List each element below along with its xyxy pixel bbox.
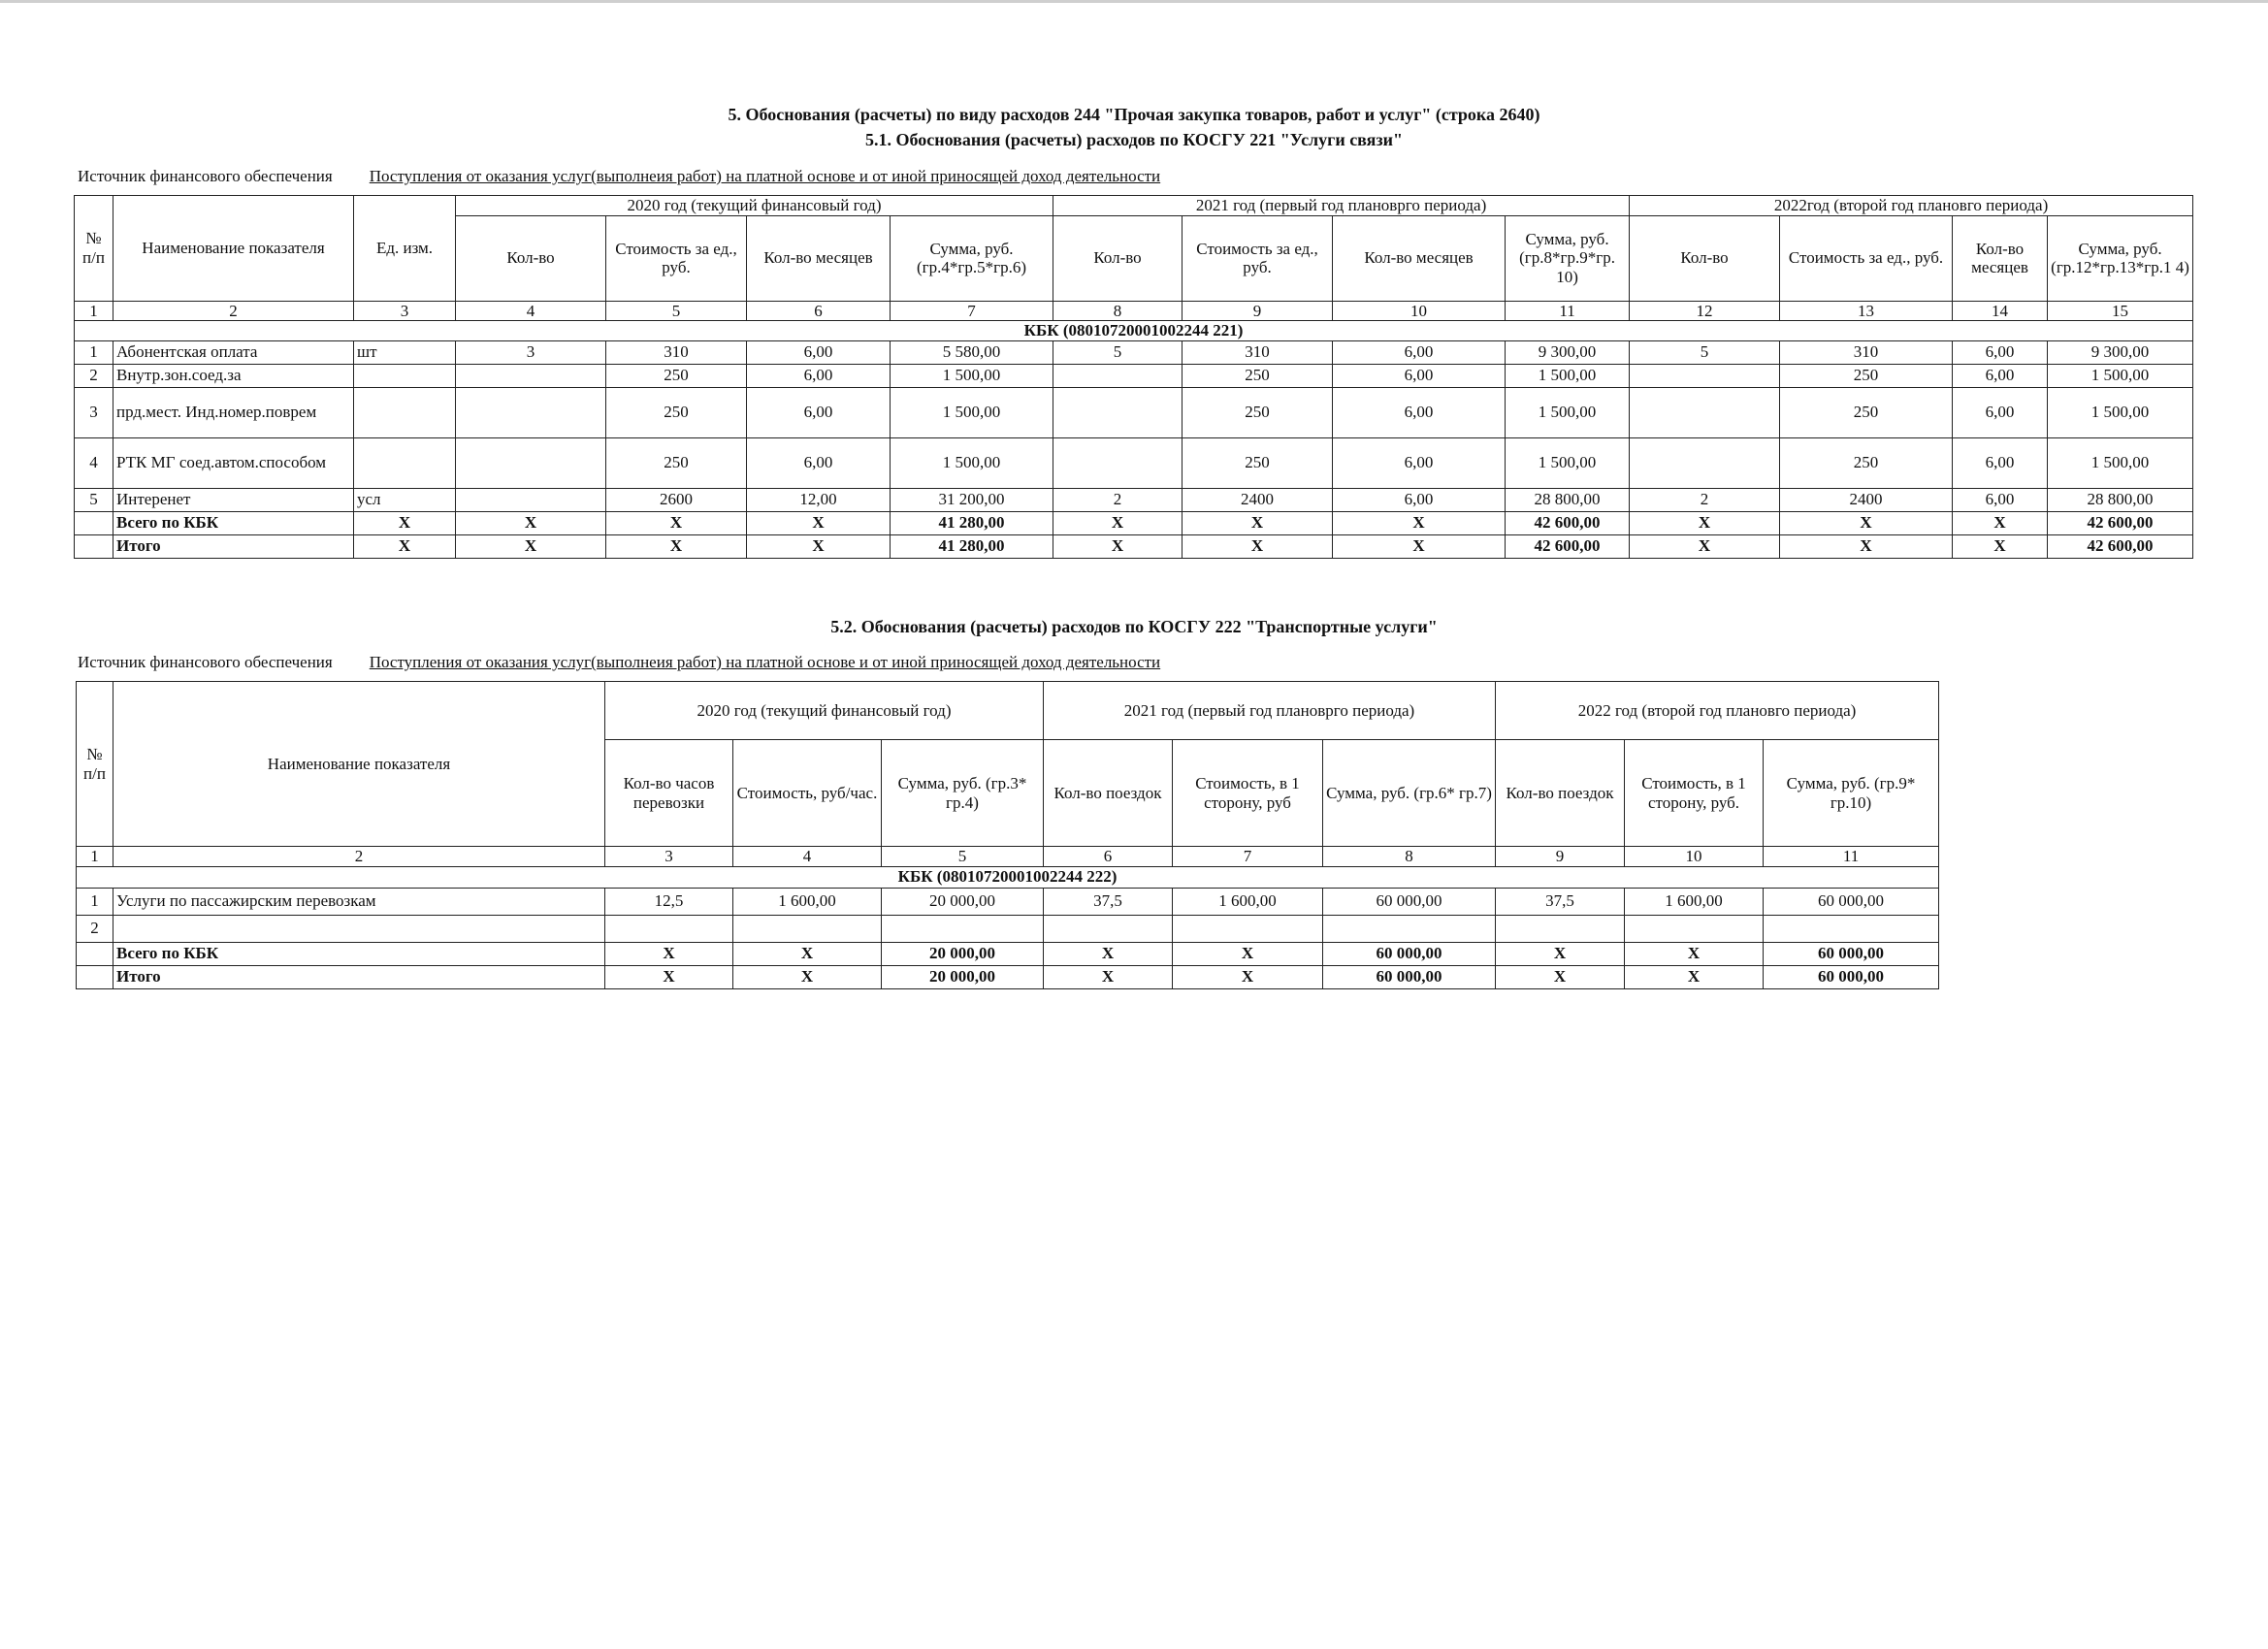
table-cell [354, 387, 456, 437]
period-header-2021: 2021 год (первый год плановрго периода) [1044, 682, 1496, 740]
table-cell: 6,00 [747, 437, 891, 488]
table-cell: 1 500,00 [1506, 364, 1630, 387]
period-header-2021: 2021 год (первый год плановрго периода) [1053, 196, 1630, 216]
row-name: Интеренет [113, 488, 354, 511]
total-label: Итого [113, 965, 605, 988]
total-cell: X [1183, 511, 1333, 534]
table-cell: 5 [75, 488, 113, 511]
total-cell: 42 600,00 [1506, 534, 1630, 558]
total-cell: X [1953, 534, 2048, 558]
col-number: 6 [747, 301, 891, 321]
table-cell: 1 600,00 [1173, 888, 1323, 915]
table-cell [605, 915, 733, 942]
table-cell: 250 [1780, 364, 1953, 387]
col-number: 11 [1506, 301, 1630, 321]
period-header-2020: 2020 год (текущий финансовый год) [456, 196, 1053, 216]
table-cell [1044, 915, 1173, 942]
table-cell: 9 300,00 [1506, 340, 1630, 364]
table-cell: 4 [75, 437, 113, 488]
total-cell: X [747, 511, 891, 534]
col-number: 7 [1173, 847, 1323, 867]
table-cell: 1 500,00 [891, 437, 1053, 488]
col-header: Стоимость, руб/час. [733, 740, 882, 847]
total-cell: X [456, 534, 606, 558]
col-number: 1 [77, 847, 113, 867]
col-number: 8 [1323, 847, 1496, 867]
total-cell: 60 000,00 [1323, 965, 1496, 988]
col-number: 4 [456, 301, 606, 321]
col-header: Стоимость за ед., руб. [606, 215, 747, 301]
table-cell: 28 800,00 [2048, 488, 2193, 511]
kbk-row [75, 321, 2193, 341]
col-header: Кол-во поездок [1044, 740, 1173, 847]
table-cell: 1 [77, 888, 113, 915]
col-number: 2 [113, 847, 605, 867]
col-header: Сумма, руб. (гр.9* гр.10) [1764, 740, 1939, 847]
total-label: Всего по КБК [113, 511, 354, 534]
table-cell: 6,00 [1953, 488, 2048, 511]
table-cell: 2600 [606, 488, 747, 511]
col-number: 2 [113, 301, 354, 321]
table-cell [1630, 387, 1780, 437]
header-row-numbers [75, 301, 2193, 321]
total-cell: X [1053, 511, 1183, 534]
col-header: Стоимость, в 1 сторону, руб [1173, 740, 1323, 847]
col-header: Кол-во [1053, 215, 1183, 301]
table-cell: 60 000,00 [1764, 888, 1939, 915]
total-cell: X [1173, 965, 1323, 988]
total-cell: 42 600,00 [1506, 511, 1630, 534]
total-cell: X [354, 534, 456, 558]
col-header: Сумма, руб. (гр.4*гр.5*гр.6) [891, 215, 1053, 301]
table-row [75, 340, 2193, 364]
total-cell: X [1333, 534, 1506, 558]
col-number: 3 [605, 847, 733, 867]
total-cell: X [605, 965, 733, 988]
col-number: 4 [733, 847, 882, 867]
table-cell [1053, 437, 1183, 488]
total-cell: X [456, 511, 606, 534]
total-cell [75, 534, 113, 558]
col-header: Сумма, руб. (гр.8*гр.9*гр. 10) [1506, 215, 1630, 301]
row-name [113, 915, 605, 942]
section1-source-value: Поступления от оказания услуг(выполнеия работ) на платной основе и от иной приносящей доход деятельности [369, 167, 1161, 185]
table-cell: 1 500,00 [891, 387, 1053, 437]
table-cell: 1 600,00 [733, 888, 882, 915]
table-row [75, 437, 2193, 488]
table-cell: 6,00 [1333, 364, 1506, 387]
col-header-name: Наименование показателя [113, 196, 354, 302]
col-number: 9 [1183, 301, 1333, 321]
table-cell: 6,00 [747, 387, 891, 437]
row-name: Услуги по пассажирским перевозкам [113, 888, 605, 915]
table-cell: 310 [1780, 340, 1953, 364]
table-cell [354, 364, 456, 387]
section2-source-value: Поступления от оказания услуг(выполнеия работ) на платной основе и от иной приносящей доход деятельности [369, 653, 1161, 671]
table-cell: 6,00 [1333, 340, 1506, 364]
table-cell: 250 [606, 437, 747, 488]
table-cell: 20 000,00 [882, 888, 1044, 915]
table-cell [1496, 915, 1625, 942]
row-name: РТК МГ соед.автом.способом [113, 437, 354, 488]
table-cell: 250 [1780, 437, 1953, 488]
total-cell: X [1625, 965, 1764, 988]
table-cell: 250 [606, 364, 747, 387]
total-cell: X [747, 534, 891, 558]
col-number: 3 [354, 301, 456, 321]
total-cell: 42 600,00 [2048, 511, 2193, 534]
header-row-numbers [77, 847, 1939, 867]
col-number: 5 [882, 847, 1044, 867]
total-cell: X [606, 511, 747, 534]
table-row [75, 364, 2193, 387]
table-cell: 1 500,00 [1506, 387, 1630, 437]
table-cell: 250 [606, 387, 747, 437]
total-cell: 41 280,00 [891, 534, 1053, 558]
table-cell: 310 [606, 340, 747, 364]
table-cell: 2 [1630, 488, 1780, 511]
table-cell: 310 [1183, 340, 1333, 364]
total-cell [75, 511, 113, 534]
table-cell: 250 [1183, 387, 1333, 437]
table-cell [1764, 915, 1939, 942]
col-header-unit: Ед. изм. [354, 196, 456, 302]
kbk-label: КБК (08010720001002244 222) [77, 866, 1939, 888]
total-cell: X [1333, 511, 1506, 534]
table-cell: 3 [75, 387, 113, 437]
table-cell: 250 [1183, 437, 1333, 488]
table-cell [456, 364, 606, 387]
table-cell [354, 437, 456, 488]
section1-source-label: Источник финансового обеспечения [78, 167, 333, 185]
col-header-name: Наименование показателя [113, 682, 605, 847]
table-cell: 37,5 [1496, 888, 1625, 915]
total-cell: X [606, 534, 747, 558]
table-cell: 37,5 [1044, 888, 1173, 915]
table-row [75, 387, 2193, 437]
table-cell: 2 [77, 915, 113, 942]
col-header: Стоимость за ед., руб. [1183, 215, 1333, 301]
col-number: 11 [1764, 847, 1939, 867]
total-cell: X [1953, 511, 2048, 534]
table-cell: 2 [1053, 488, 1183, 511]
table-cell: 5 [1630, 340, 1780, 364]
total-kbk-row [75, 511, 2193, 534]
table-cell: 2 [75, 364, 113, 387]
table-cell: 5 580,00 [891, 340, 1053, 364]
table-cell: 1 600,00 [1625, 888, 1764, 915]
total-cell: X [1044, 965, 1173, 988]
total-cell [77, 942, 113, 965]
period-header-2020: 2020 год (текущий финансовый год) [605, 682, 1044, 740]
table-cell [456, 387, 606, 437]
col-header: Кол-во месяцев [1953, 215, 2048, 301]
header-row-periods [77, 682, 1939, 740]
col-number: 13 [1780, 301, 1953, 321]
table-cell: 250 [1183, 364, 1333, 387]
total-row [75, 534, 2193, 558]
table-cell: 1 500,00 [2048, 387, 2193, 437]
col-header: Сумма, руб. (гр.12*гр.13*гр.1 4) [2048, 215, 2193, 301]
table-cell: 6,00 [1953, 340, 2048, 364]
total-cell: 42 600,00 [2048, 534, 2193, 558]
col-header: Кол-во месяцев [1333, 215, 1506, 301]
kbk-row [77, 866, 1939, 888]
total-cell: 20 000,00 [882, 965, 1044, 988]
table-cell: 250 [1780, 387, 1953, 437]
section2-source-label: Источник финансового обеспечения [78, 653, 333, 671]
total-cell: 60 000,00 [1764, 942, 1939, 965]
period-header-2022: 2022год (второй год плановго периода) [1630, 196, 2193, 216]
section1-title: 5.1. Обоснования (расчеты) расходов по КОСГУ 221 "Услуги связи" [864, 130, 1404, 149]
total-cell: X [605, 942, 733, 965]
total-cell: 60 000,00 [1764, 965, 1939, 988]
section2-table [76, 681, 1939, 989]
table-cell [1053, 364, 1183, 387]
col-header: Кол-во часов перевозки [605, 740, 733, 847]
table-cell [882, 915, 1044, 942]
table-cell: 1 500,00 [891, 364, 1053, 387]
col-header: Кол-во [456, 215, 606, 301]
section1-table [74, 195, 2193, 559]
table-cell [733, 915, 882, 942]
row-name: Абонентская оплата [113, 340, 354, 364]
col-number: 10 [1333, 301, 1506, 321]
table-row [77, 915, 1939, 942]
table-cell: усл [354, 488, 456, 511]
col-number: 10 [1625, 847, 1764, 867]
table-cell [1173, 915, 1323, 942]
main-title: 5. Обоснования (расчеты) по виду расходов 244 "Прочая закупка товаров, работ и услуг" (строка 2640) [728, 105, 1540, 124]
col-header: Стоимость за ед., руб. [1780, 215, 1953, 301]
col-number: 5 [606, 301, 747, 321]
table-cell [1323, 915, 1496, 942]
table-cell: 9 300,00 [2048, 340, 2193, 364]
table-cell: 6,00 [1953, 437, 2048, 488]
section1-source [78, 167, 1160, 186]
total-cell: X [1044, 942, 1173, 965]
table-cell: 12,5 [605, 888, 733, 915]
total-label: Итого [113, 534, 354, 558]
table-cell: 6,00 [1953, 364, 2048, 387]
table-cell: 6,00 [1333, 488, 1506, 511]
total-cell: X [1625, 942, 1764, 965]
col-header-num: № п/п [75, 196, 113, 302]
total-cell: X [733, 942, 882, 965]
total-cell: 20 000,00 [882, 942, 1044, 965]
table-cell: 5 [1053, 340, 1183, 364]
col-header: Кол-во месяцев [747, 215, 891, 301]
total-cell: X [1053, 534, 1183, 558]
period-header-2022: 2022 год (второй год плановго периода) [1496, 682, 1939, 740]
table-cell [1625, 915, 1764, 942]
total-cell: X [1496, 942, 1625, 965]
total-cell: X [1183, 534, 1333, 558]
total-row [77, 965, 1939, 988]
col-number: 8 [1053, 301, 1183, 321]
table-cell: 12,00 [747, 488, 891, 511]
table-cell: 6,00 [1333, 387, 1506, 437]
total-cell: X [733, 965, 882, 988]
table-cell: 1 500,00 [2048, 364, 2193, 387]
table-cell: 31 200,00 [891, 488, 1053, 511]
col-header: Сумма, руб. (гр.6* гр.7) [1323, 740, 1496, 847]
col-number: 6 [1044, 847, 1173, 867]
header-row-periods [75, 196, 2193, 216]
table-row [75, 488, 2193, 511]
total-cell: X [1496, 965, 1625, 988]
table-cell [1053, 387, 1183, 437]
kbk-label: КБК (08010720001002244 221) [75, 321, 2193, 341]
col-header-num: № п/п [77, 682, 113, 847]
col-header: Кол-во поездок [1496, 740, 1625, 847]
row-name: прд.мест. Инд.номер.поврем [113, 387, 354, 437]
col-number: 15 [2048, 301, 2193, 321]
col-number: 9 [1496, 847, 1625, 867]
col-number: 14 [1953, 301, 2048, 321]
section2-title: 5.2. Обоснования (расчеты) расходов по КОСГУ 222 "Транспортные услуги" [830, 617, 1438, 636]
table-cell: 6,00 [747, 364, 891, 387]
section2-source [78, 653, 1160, 672]
table-cell: 2400 [1183, 488, 1333, 511]
total-kbk-row [77, 942, 1939, 965]
table-cell: 6,00 [747, 340, 891, 364]
col-header: Сумма, руб. (гр.3* гр.4) [882, 740, 1044, 847]
table-cell [456, 437, 606, 488]
total-cell: X [1630, 534, 1780, 558]
col-number: 1 [75, 301, 113, 321]
table-row [77, 888, 1939, 915]
total-cell: X [1780, 511, 1953, 534]
total-cell: X [1780, 534, 1953, 558]
table-cell: 1 [75, 340, 113, 364]
scan-edge [0, 0, 2268, 3]
col-number: 12 [1630, 301, 1780, 321]
col-number: 7 [891, 301, 1053, 321]
total-cell: X [1630, 511, 1780, 534]
table-cell: 60 000,00 [1323, 888, 1496, 915]
table-cell: 6,00 [1953, 387, 2048, 437]
row-name: Внутр.зон.соед.за [113, 364, 354, 387]
total-cell [77, 965, 113, 988]
table-cell: 28 800,00 [1506, 488, 1630, 511]
col-header: Стоимость, в 1 сторону, руб. [1625, 740, 1764, 847]
table-cell: 6,00 [1333, 437, 1506, 488]
total-cell: X [354, 511, 456, 534]
table-cell [456, 488, 606, 511]
total-cell: X [1173, 942, 1323, 965]
total-cell: 60 000,00 [1323, 942, 1496, 965]
total-cell: 41 280,00 [891, 511, 1053, 534]
table-cell: 3 [456, 340, 606, 364]
table-cell: 2400 [1780, 488, 1953, 511]
table-cell: шт [354, 340, 456, 364]
table-cell: 1 500,00 [2048, 437, 2193, 488]
total-label: Всего по КБК [113, 942, 605, 965]
table-cell [1630, 437, 1780, 488]
table-cell [1630, 364, 1780, 387]
table-cell: 1 500,00 [1506, 437, 1630, 488]
col-header: Кол-во [1630, 215, 1780, 301]
